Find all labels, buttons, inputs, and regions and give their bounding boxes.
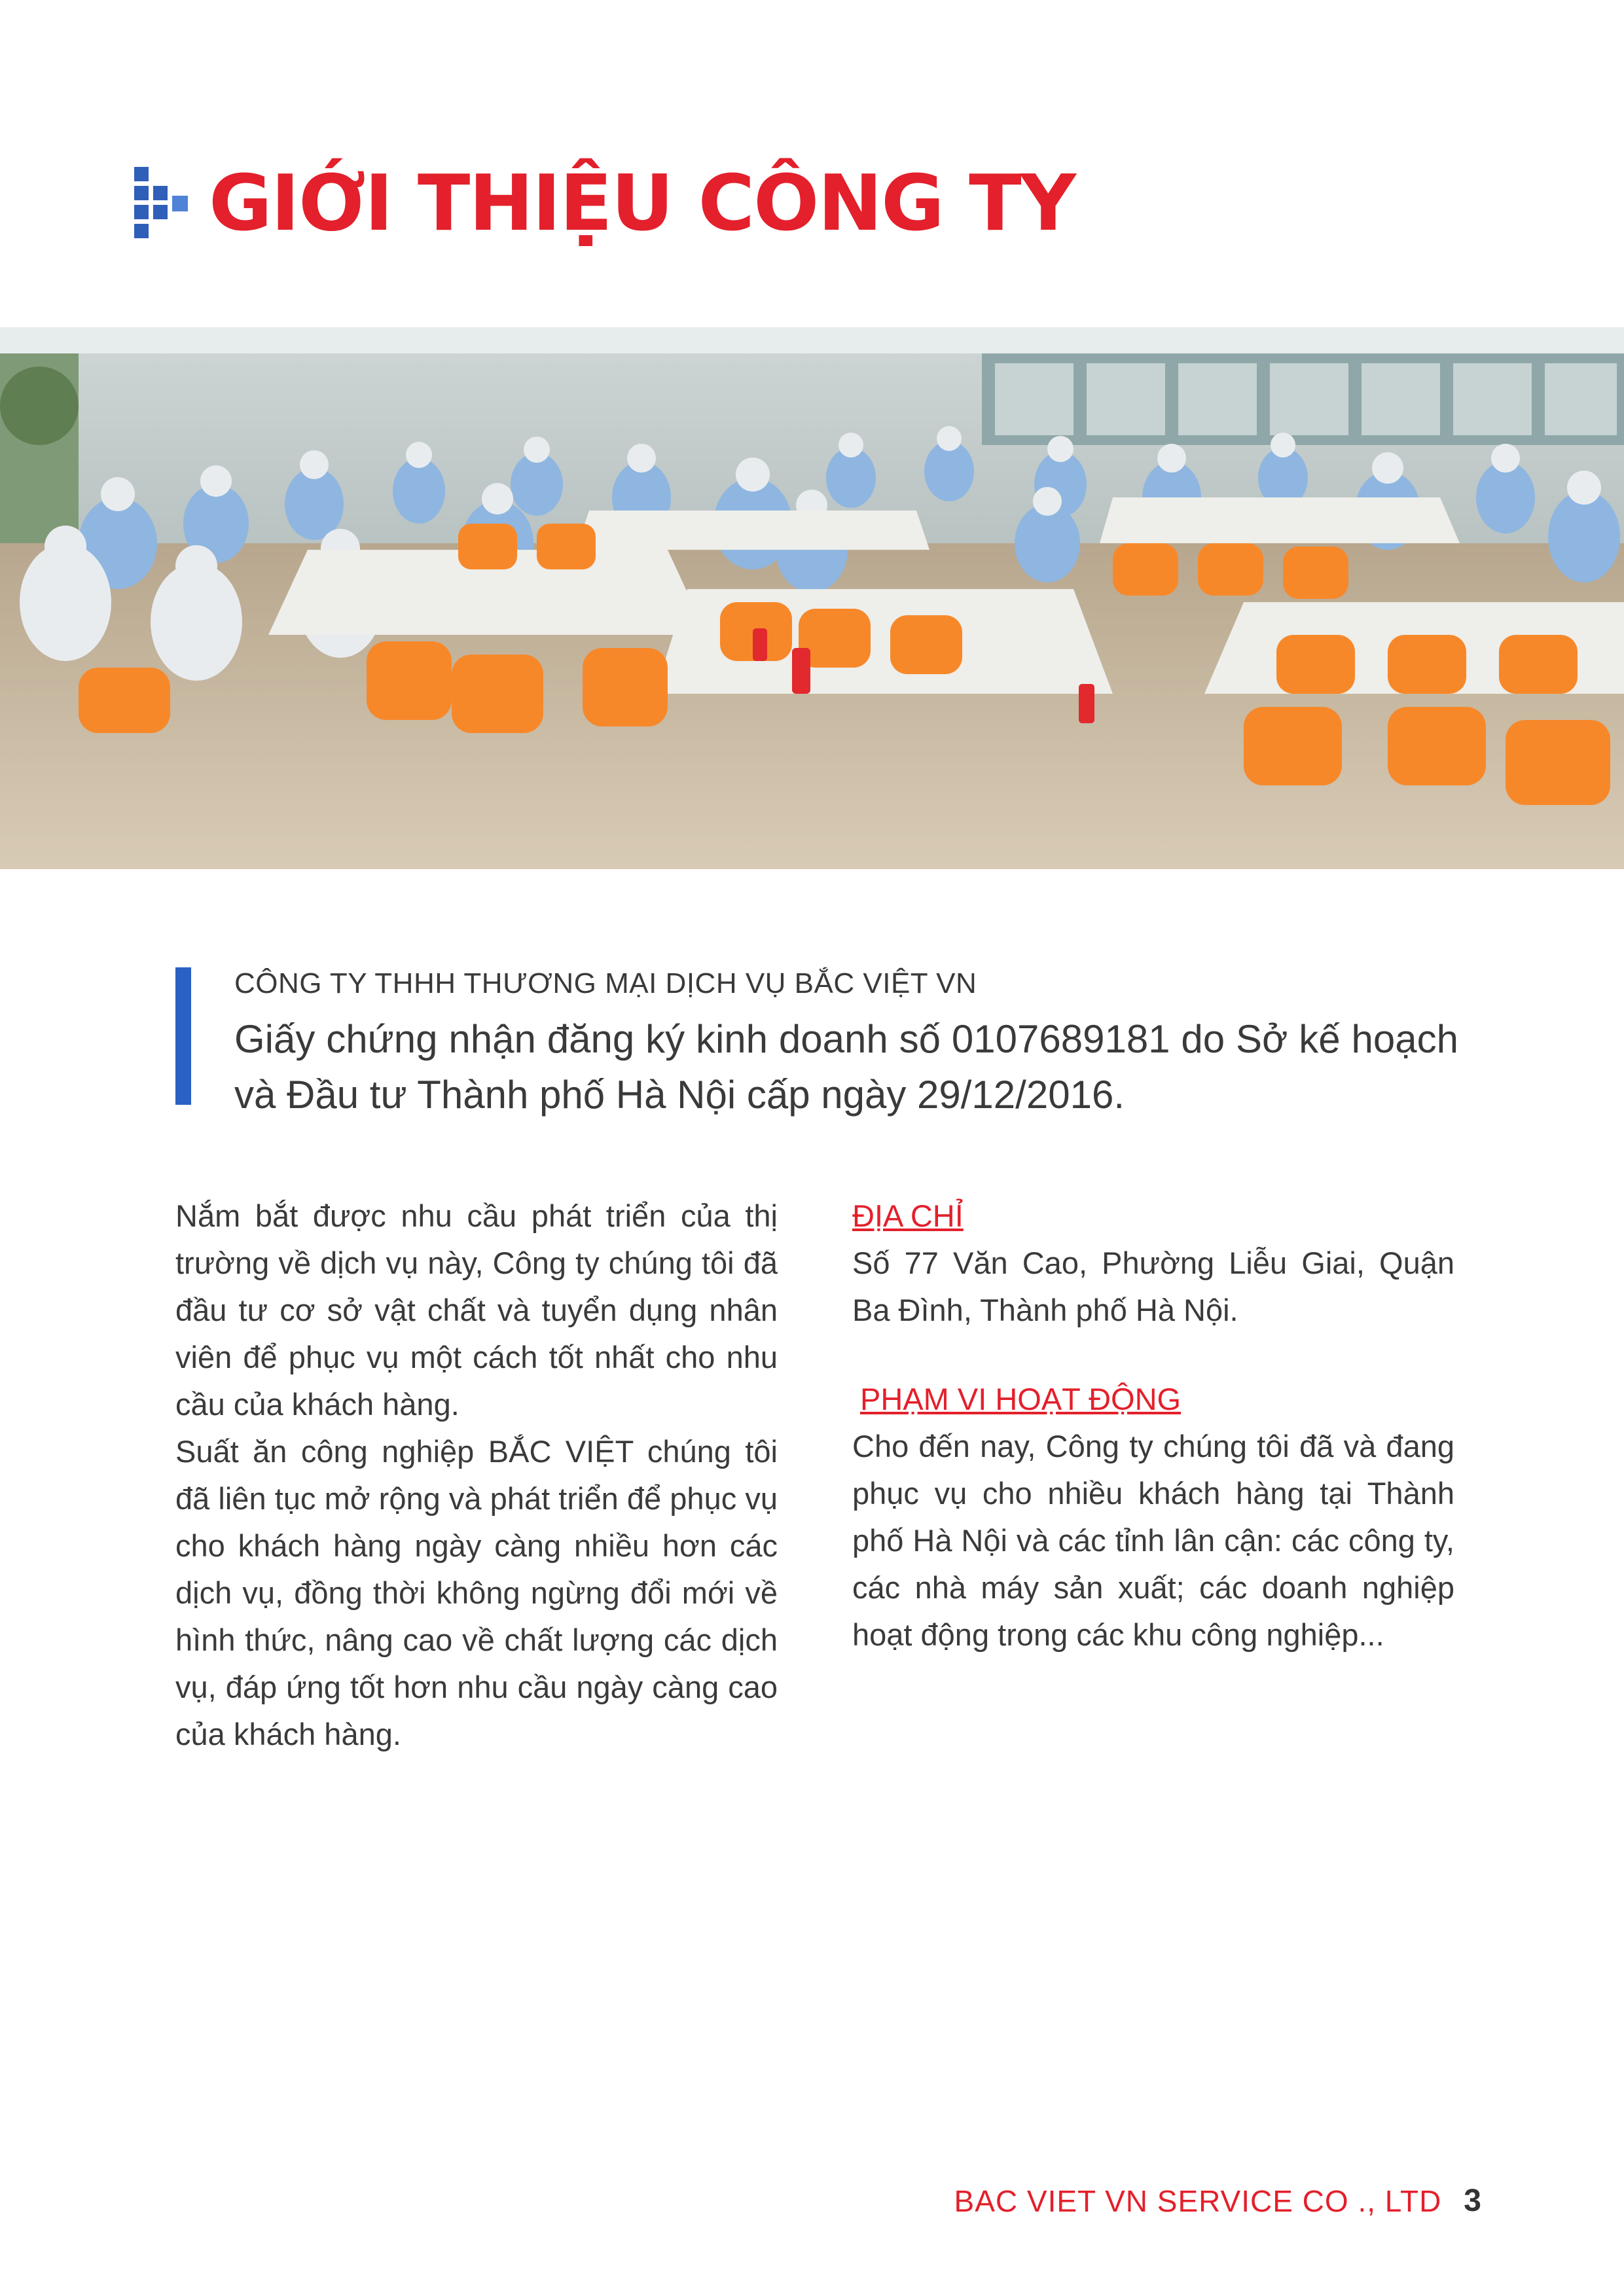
address-text: Số 77 Văn Cao, Phường Liễu Giai, Quận Ba Đình, Thành phố Hà Nội.	[852, 1246, 1454, 1327]
page-number: 3	[1464, 2183, 1481, 2218]
info-column	[852, 1193, 1454, 1659]
scope-heading: PHẠM VI HOẠT ĐỘNG	[860, 1382, 1182, 1416]
intro-paragraph-2: Suất ăn công nghiệp BẮC VIỆT chúng tôi đã liên tục mở rộng và phát triển để phục vụ cho khách hàng ngày càng nhiều hơn các dịch vụ, đồng thời không ngừng đổi mới về hình thức, nâng cao về chất lượng các dịch vụ, đáp ứng tốt hơn nhu cầu ngày càng cao của khách hàng.	[175, 1434, 778, 1751]
accent-bar	[175, 967, 191, 1105]
canteen-photo	[0, 327, 1624, 869]
intro-paragraph-1: Nắm bắt được nhu cầu phát triển của thị trường về dịch vụ này, Công ty chúng tôi đã đầu tư cơ sở vật chất và tuyển dụng nhân viên để phục vụ một cách tốt nhất cho nhu cầu của khách hàng.	[175, 1198, 778, 1422]
scope-text: Cho đến nay, Công ty chúng tôi đã và đang phục vụ cho nhiều khách hàng tại Thành phố Hà Nội và các tỉnh lân cận: các công ty, các nhà máy sản xuất; các doanh nghiệp hoạt động trong các khu công nghiệp...	[852, 1429, 1454, 1652]
address-heading: ĐỊA CHỈ	[852, 1198, 964, 1233]
footer-company: BAC VIET VN SERVICE CO ., LTD	[954, 2183, 1442, 2218]
company-name: CÔNG TY THHH THƯƠNG MẠI DỊCH VỤ BẮC VIỆT VN	[234, 967, 977, 999]
business-certificate: Giấy chứng nhận đăng ký kinh doanh số 0107689181 do Sở kế hoạch và Đầu tư Thành phố Hà Nội cấp ngày 29/12/2016.	[234, 1017, 1458, 1117]
pixel-arrow-icon	[134, 167, 190, 239]
page-title-block	[134, 147, 1075, 259]
page-footer	[954, 2183, 1481, 2219]
intro-column	[175, 1193, 778, 1758]
page-title: GIỚI THIỆU CÔNG TY	[209, 158, 1075, 248]
